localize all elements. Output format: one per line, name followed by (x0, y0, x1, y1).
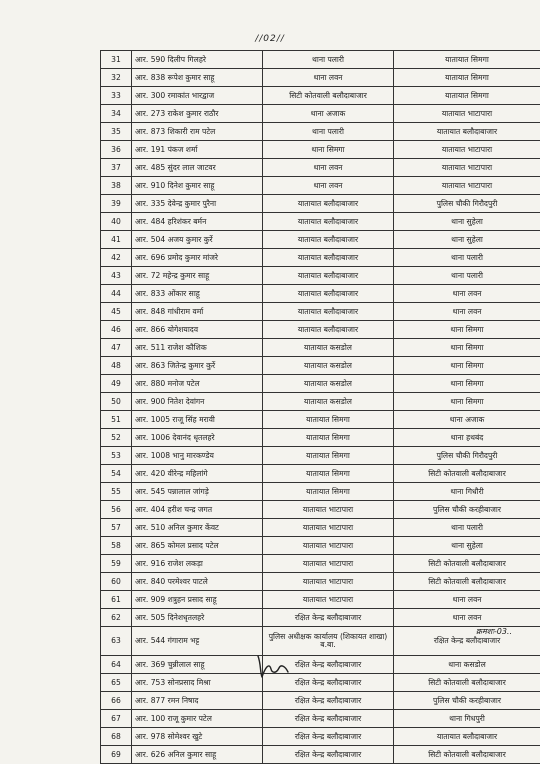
current-posting-cell: यातायात भाटापारा (263, 501, 394, 519)
new-posting-cell: थाना लवन (394, 609, 540, 627)
serial-number-cell: 61 (101, 591, 132, 609)
table-row (101, 656, 540, 674)
serial-number-cell: 35 (101, 123, 132, 141)
serial-number-cell: 39 (101, 195, 132, 213)
constable-name-cell: आर. 505 दिनेशधृतलहरे (132, 609, 263, 627)
constable-name-cell: आर. 191 पंकज शर्मा (132, 141, 263, 159)
current-posting-cell: रक्षित केन्द्र बलौदाबाजार (263, 728, 394, 746)
new-posting-cell: थाना सिमगा (394, 321, 540, 339)
constable-name-cell: आर. 544 गंगाराम भट्ट (132, 627, 263, 656)
serial-number-cell: 66 (101, 692, 132, 710)
current-posting-cell: यातायात भाटापारा (263, 573, 394, 591)
new-posting-cell: थाना कसडोल (394, 656, 540, 674)
constable-name-cell: आर. 880 मनोज पटेल (132, 375, 263, 393)
constable-name-cell: आर. 335 देवेन्द्र कुमार पुरैना (132, 195, 263, 213)
constable-name-cell: आर. 273 राकेश कुमार राठौर (132, 105, 263, 123)
constable-name-cell: आर. 753 सोनप्रसाद मिश्रा (132, 674, 263, 692)
serial-number-cell: 34 (101, 105, 132, 123)
current-posting-cell: यातायात कसडोल (263, 357, 394, 375)
serial-number-cell: 37 (101, 159, 132, 177)
constable-name-cell: आर. 696 प्रमोद कुमार मांजरे (132, 249, 263, 267)
table-row (101, 429, 540, 447)
constable-name-cell: आर. 485 सुंदर लाल जाटवर (132, 159, 263, 177)
constable-name-cell: आर. 100 राजू कुमार पटेल (132, 710, 263, 728)
constable-name-cell: आर. 838 रूपेश कुमार साहू (132, 69, 263, 87)
serial-number-cell: 53 (101, 447, 132, 465)
new-posting-cell: सिटी कोतवाली बलौदाबाजार (394, 674, 540, 692)
table-row (101, 339, 540, 357)
new-posting-cell: पुलिस चौकी करहीबाजार (394, 692, 540, 710)
constable-name-cell: आर. 909 शत्रुहन प्रसाद साहू (132, 591, 263, 609)
new-posting-cell: थाना सिमगा (394, 339, 540, 357)
constable-name-cell: आर. 369 चुन्नीलाल साहू (132, 656, 263, 674)
constable-name-cell: आर. 1008 भानु मारकण्डेय (132, 447, 263, 465)
table-row (101, 555, 540, 573)
serial-number-cell: 64 (101, 656, 132, 674)
new-posting-cell: थाना अजाक (394, 411, 540, 429)
constable-name-cell: आर. 877 रमन निषाद (132, 692, 263, 710)
table-row (101, 746, 540, 764)
new-posting-cell: सिटी कोतवाली बलौदाबाजार (394, 555, 540, 573)
current-posting-cell: थाना पलारी (263, 123, 394, 141)
serial-number-cell: 38 (101, 177, 132, 195)
serial-number-cell: 62 (101, 609, 132, 627)
new-posting-cell: यातायात सिमगा (394, 51, 540, 69)
constable-name-cell: आर. 910 दिनेश कुमार साहू (132, 177, 263, 195)
new-posting-cell: पुलिस चौकी करहीबाजार (394, 501, 540, 519)
current-posting-cell: थाना सिमगा (263, 141, 394, 159)
current-posting-cell: यातायात भाटापारा (263, 591, 394, 609)
new-posting-cell: थाना लवन (394, 591, 540, 609)
signature-mark (252, 650, 292, 680)
serial-number-cell: 48 (101, 357, 132, 375)
new-posting-cell: सिटी कोतवाली बलौदाबाजार (394, 746, 540, 764)
serial-number-cell: 45 (101, 303, 132, 321)
constable-name-cell: आर. 626 अनिल कुमार साहू (132, 746, 263, 764)
serial-number-cell: 69 (101, 746, 132, 764)
new-posting-cell: थाना गिधपुरी (394, 710, 540, 728)
table-row (101, 411, 540, 429)
current-posting-cell: यातायात भाटापारा (263, 519, 394, 537)
constable-name-cell: आर. 420 वीरेन्द्र महिलांगे (132, 465, 263, 483)
table-row (101, 591, 540, 609)
serial-number-cell: 57 (101, 519, 132, 537)
serial-number-cell: 42 (101, 249, 132, 267)
table-row (101, 249, 540, 267)
current-posting-cell: यातायात बलौदाबाजार (263, 303, 394, 321)
serial-number-cell: 36 (101, 141, 132, 159)
new-posting-cell: थाना हथबंद (394, 429, 540, 447)
serial-number-cell: 40 (101, 213, 132, 231)
constable-name-cell: आर. 1005 राजू सिंह मरावी (132, 411, 263, 429)
new-posting-cell: यातायात भाटापारा (394, 105, 540, 123)
new-posting-cell: सिटी कोतवाली बलौदाबाजार (394, 573, 540, 591)
current-posting-cell: थाना अजाक (263, 105, 394, 123)
table-row (101, 393, 540, 411)
current-posting-cell: यातायात कसडोल (263, 339, 394, 357)
serial-number-cell: 54 (101, 465, 132, 483)
table-row (101, 627, 540, 656)
current-posting-cell: थाना लवन (263, 69, 394, 87)
current-posting-cell: थाना लवन (263, 159, 394, 177)
current-posting-cell: रक्षित केन्द्र बलौदाबाजार (263, 710, 394, 728)
constable-name-cell: आर. 900 नितेश देवांगन (132, 393, 263, 411)
current-posting-cell: यातायात बलौदाबाजार (263, 195, 394, 213)
new-posting-cell: पुलिस चौकी गिरौदपुरी (394, 447, 540, 465)
constable-name-cell: आर. 72 महेन्द्र कुमार साहू (132, 267, 263, 285)
table-row (101, 483, 540, 501)
table-row (101, 573, 540, 591)
new-posting-cell: यातायात भाटापारा (394, 159, 540, 177)
table-row (101, 692, 540, 710)
new-posting-cell: थाना पलारी (394, 519, 540, 537)
table-row (101, 213, 540, 231)
current-posting-cell: रक्षित केन्द्र बलौदाबाजार (263, 656, 394, 674)
constable-name-cell: आर. 545 पन्नालाल जांगड़े (132, 483, 263, 501)
new-posting-cell: थाना पलारी (394, 249, 540, 267)
constable-name-cell: आर. 1006 देवानंद धृतलहरे (132, 429, 263, 447)
serial-number-cell: 47 (101, 339, 132, 357)
new-posting-cell: थाना लवन (394, 303, 540, 321)
current-posting-cell: यातायात बलौदाबाजार (263, 285, 394, 303)
new-posting-cell: यातायात बलौदाबाजार (394, 728, 540, 746)
new-posting-cell: यातायात सिमगा (394, 69, 540, 87)
current-posting-cell: यातायात कसडोल (263, 375, 394, 393)
new-posting-cell: यातायात भाटापारा (394, 141, 540, 159)
new-posting-cell: सिटी कोतवाली बलौदाबाजार (394, 465, 540, 483)
constable-name-cell: आर. 840 परमेश्वर पाटले (132, 573, 263, 591)
serial-number-cell: 65 (101, 674, 132, 692)
table-row (101, 465, 540, 483)
current-posting-cell: यातायात कसडोल (263, 393, 394, 411)
continuation-note: क्रमशः-03.. (476, 626, 512, 637)
transfer-table-body (101, 51, 540, 764)
serial-number-cell: 49 (101, 375, 132, 393)
new-posting-cell: पुलिस चौकी गिरौदपुरी (394, 195, 540, 213)
constable-name-cell: आर. 873 शिकारी राम पटेल (132, 123, 263, 141)
current-posting-cell: रक्षित केन्द्र बलौदाबाजार (263, 609, 394, 627)
constable-name-cell: आर. 833 ओंकार साहू (132, 285, 263, 303)
constable-name-cell: आर. 484 हरिशंकर बर्मन (132, 213, 263, 231)
new-posting-cell: थाना पलारी (394, 267, 540, 285)
table-row (101, 728, 540, 746)
constable-name-cell: आर. 848 गांधीराम वर्मा (132, 303, 263, 321)
serial-number-cell: 56 (101, 501, 132, 519)
table-row (101, 87, 540, 105)
current-posting-cell: पुलिस अधीक्षक कार्यालय (शिकायत शाखा) ब.बा. (263, 627, 394, 656)
current-posting-cell: यातायात भाटापारा (263, 555, 394, 573)
serial-number-cell: 46 (101, 321, 132, 339)
new-posting-cell: थाना सिमगा (394, 375, 540, 393)
transfer-table (100, 50, 540, 764)
table-row (101, 123, 540, 141)
new-posting-cell: यातायात सिमगा (394, 87, 540, 105)
table-row (101, 231, 540, 249)
new-posting-cell: यातायात बलौदाबाजार (394, 123, 540, 141)
current-posting-cell: थाना पलारी (263, 51, 394, 69)
new-posting-cell: रक्षित केन्द्र बलौदाबाजार (394, 627, 540, 656)
table-row (101, 609, 540, 627)
table-row (101, 69, 540, 87)
constable-name-cell: आर. 978 सोमेश्वर खुटे (132, 728, 263, 746)
new-posting-cell: थाना सिमगा (394, 393, 540, 411)
current-posting-cell: यातायात सिमगा (263, 447, 394, 465)
new-posting-cell: यातायात भाटापारा (394, 177, 540, 195)
serial-number-cell: 58 (101, 537, 132, 555)
current-posting-cell: यातायात बलौदाबाजार (263, 249, 394, 267)
serial-number-cell: 33 (101, 87, 132, 105)
current-posting-cell: यातायात सिमगा (263, 465, 394, 483)
serial-number-cell: 55 (101, 483, 132, 501)
table-row (101, 303, 540, 321)
table-row (101, 195, 540, 213)
new-posting-cell: थाना सिमगा (394, 357, 540, 375)
current-posting-cell: यातायात बलौदाबाजार (263, 267, 394, 285)
table-row (101, 501, 540, 519)
current-posting-cell: रक्षित केन्द्र बलौदाबाजार (263, 674, 394, 692)
serial-number-cell: 52 (101, 429, 132, 447)
serial-number-cell: 67 (101, 710, 132, 728)
serial-number-cell: 41 (101, 231, 132, 249)
serial-number-cell: 60 (101, 573, 132, 591)
current-posting-cell: सिटी कोतवाली बलौदाबाजार (263, 87, 394, 105)
serial-number-cell: 50 (101, 393, 132, 411)
page-marker: //02// (0, 34, 540, 44)
serial-number-cell: 59 (101, 555, 132, 573)
current-posting-cell: यातायात सिमगा (263, 429, 394, 447)
table-row (101, 267, 540, 285)
constable-name-cell: आर. 510 अनिल कुमार केंवट (132, 519, 263, 537)
constable-name-cell: आर. 866 योगेशयादव (132, 321, 263, 339)
table-row (101, 177, 540, 195)
serial-number-cell: 51 (101, 411, 132, 429)
serial-number-cell: 68 (101, 728, 132, 746)
constable-name-cell: आर. 863 जितेन्द्र कुमार कुर्रे (132, 357, 263, 375)
table-row (101, 674, 540, 692)
table-row (101, 51, 540, 69)
table-row (101, 141, 540, 159)
table-row (101, 710, 540, 728)
new-posting-cell: थाना सुहेला (394, 537, 540, 555)
current-posting-cell: यातायात सिमगा (263, 411, 394, 429)
current-posting-cell: रक्षित केन्द्र बलौदाबाजार (263, 692, 394, 710)
serial-number-cell: 32 (101, 69, 132, 87)
table-row (101, 375, 540, 393)
constable-name-cell: आर. 865 कोमल प्रसाद पटेल (132, 537, 263, 555)
table-row (101, 105, 540, 123)
current-posting-cell: यातायात सिमगा (263, 483, 394, 501)
new-posting-cell: थाना सुहेला (394, 231, 540, 249)
constable-name-cell: आर. 511 राजेश कौशिक (132, 339, 263, 357)
constable-name-cell: आर. 404 हरीश चन्द्र जगत (132, 501, 263, 519)
table-row (101, 285, 540, 303)
constable-name-cell: आर. 504 अजय कुमार कुर्रे (132, 231, 263, 249)
serial-number-cell: 43 (101, 267, 132, 285)
table-row (101, 537, 540, 555)
current-posting-cell: यातायात बलौदाबाजार (263, 231, 394, 249)
constable-name-cell: आर. 916 राजेश लकड़ा (132, 555, 263, 573)
table-row (101, 447, 540, 465)
table-row (101, 321, 540, 339)
current-posting-cell: यातायात भाटापारा (263, 537, 394, 555)
current-posting-cell: यातायात बलौदाबाजार (263, 321, 394, 339)
new-posting-cell: थाना सुहेला (394, 213, 540, 231)
serial-number-cell: 44 (101, 285, 132, 303)
current-posting-cell: थाना लवन (263, 177, 394, 195)
current-posting-cell: यातायात बलौदाबाजार (263, 213, 394, 231)
new-posting-cell: थाना गिधौरी (394, 483, 540, 501)
table-row (101, 519, 540, 537)
current-posting-cell: रक्षित केन्द्र बलौदाबाजार (263, 746, 394, 764)
table-row (101, 357, 540, 375)
serial-number-cell: 31 (101, 51, 132, 69)
constable-name-cell: आर. 590 दिलीप गिलहरे (132, 51, 263, 69)
new-posting-cell: थाना लवन (394, 285, 540, 303)
table-row (101, 159, 540, 177)
constable-name-cell: आर. 300 रमाकांत भारद्वाज (132, 87, 263, 105)
serial-number-cell: 63 (101, 627, 132, 656)
